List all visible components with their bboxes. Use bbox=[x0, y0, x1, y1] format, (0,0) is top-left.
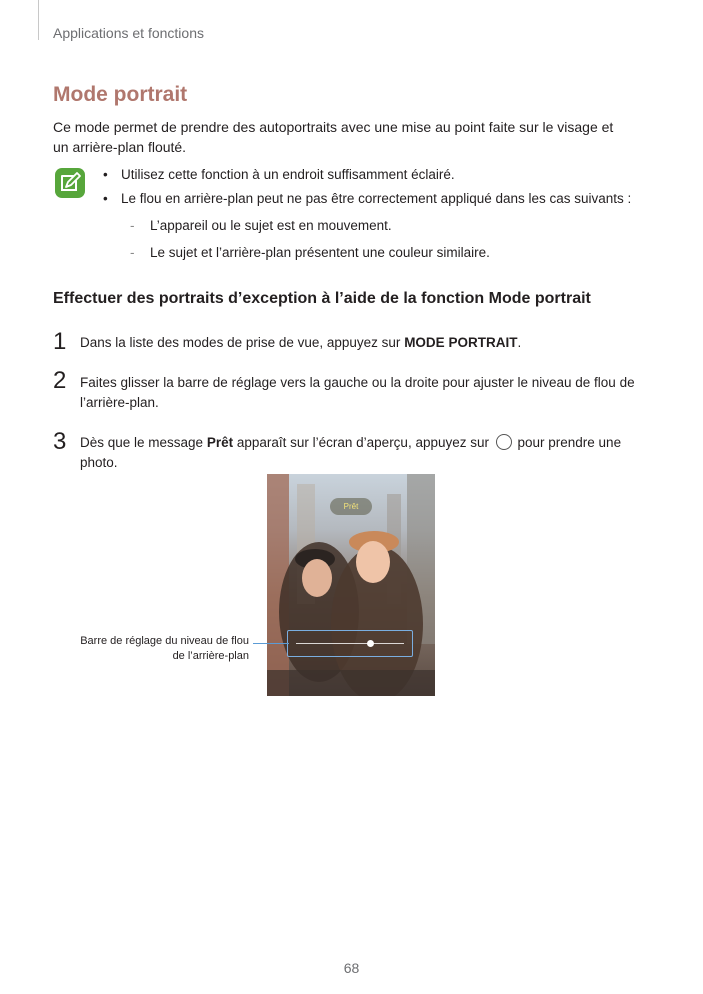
callout-label-line: de l’arrière-plan bbox=[172, 650, 249, 662]
bullet-dot: • bbox=[103, 191, 108, 206]
camera-preview-screenshot bbox=[267, 474, 435, 696]
note-sub-item-text: Le sujet et l’arrière-plan présentent une couleur similaire. bbox=[150, 245, 490, 260]
page-title: Mode portrait bbox=[53, 83, 188, 106]
step-text bbox=[80, 433, 650, 473]
shutter-button-icon bbox=[496, 434, 512, 450]
note-bullet-text: Utilisez cette fonction à un endroit suffisamment éclairé. bbox=[121, 167, 455, 182]
step-number: 3 bbox=[53, 428, 67, 455]
blur-adjustment-slider[interactable] bbox=[287, 630, 413, 657]
callout-line bbox=[253, 643, 289, 644]
header-rule bbox=[38, 0, 39, 40]
ready-badge: Prêt bbox=[330, 498, 372, 515]
step-text-part: . bbox=[517, 335, 522, 350]
sub-item-dash: - bbox=[130, 218, 135, 233]
note-sub-item-text: L’appareil ou le sujet est en mouvement. bbox=[150, 218, 392, 233]
intro-paragraph: Ce mode permet de prendre des autoportraits avec une mise au point faite sur le visage et un arrière-plan flouté. bbox=[53, 119, 614, 155]
bullet-dot: • bbox=[103, 167, 108, 182]
section-heading: Effectuer des portraits d’exception à l’aide de la fonction Mode portrait bbox=[53, 290, 591, 307]
slider-track bbox=[296, 643, 404, 644]
step-text bbox=[80, 333, 650, 353]
step-text-part: pour prendre une photo. bbox=[80, 435, 622, 470]
step-text: Faites glisser la barre de réglage vers la gauche ou la droite pour ajuster le niveau de flou de l’arrière-plan. bbox=[80, 375, 635, 410]
step-number: 1 bbox=[53, 328, 67, 355]
step-number: 2 bbox=[53, 367, 67, 394]
sub-item-dash: - bbox=[130, 245, 135, 260]
callout-label-line: Barre de réglage du niveau de flou bbox=[80, 635, 249, 647]
step-text-part: apparaît sur l’écran d’aperçu, appuyez sur bbox=[233, 435, 493, 450]
step-mode-name: MODE PORTRAIT bbox=[404, 335, 518, 350]
slider-knob[interactable] bbox=[367, 640, 374, 647]
header-section-title: Applications et fonctions bbox=[53, 25, 204, 41]
step-ready-message: Prêt bbox=[206, 435, 234, 450]
page-number: 68 bbox=[343, 960, 360, 976]
callout-label bbox=[80, 634, 249, 664]
note-pencil-icon bbox=[54, 167, 86, 199]
step-text-part: Dès que le message bbox=[80, 435, 207, 450]
note-bullet-text: Le flou en arrière-plan peut ne pas être correctement appliqué dans les cas suivants : bbox=[121, 191, 632, 206]
step-text-part: Dans la liste des modes de prise de vue, appuyez sur bbox=[80, 335, 405, 350]
